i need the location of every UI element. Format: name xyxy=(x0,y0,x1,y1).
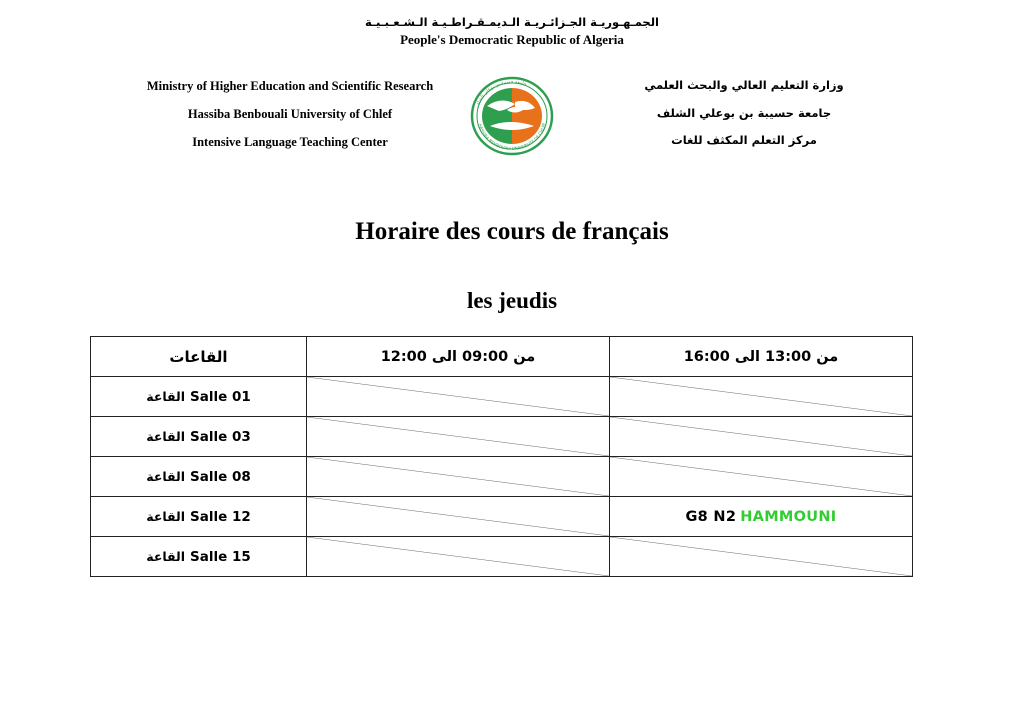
table-row xyxy=(91,497,913,537)
room-label-arabic: القاعة xyxy=(146,429,186,444)
header-center-block xyxy=(0,14,1024,50)
empty-slot-diagonal-icon xyxy=(307,417,609,456)
slot-group-code: G8 N2 xyxy=(685,508,737,525)
empty-slot-diagonal-icon xyxy=(610,377,912,416)
slot-teacher-name: HAMMOUNI xyxy=(740,508,837,525)
slot-cell-afternoon[interactable] xyxy=(610,537,913,577)
table-row xyxy=(91,537,913,577)
room-label-arabic: القاعة xyxy=(146,509,186,524)
slot-cell-morning[interactable] xyxy=(307,497,610,537)
empty-slot-diagonal-icon xyxy=(610,417,912,456)
slot-cell-morning[interactable] xyxy=(307,417,610,457)
svg-text:جامعة حسيبة بن بوعلي الشلف: جامعة حسيبة بن بوعلي الشلف xyxy=(475,79,528,109)
empty-slot-diagonal-icon xyxy=(307,537,609,576)
slot-cell-afternoon[interactable] xyxy=(610,377,913,417)
page-title: Horaire des cours de français xyxy=(355,218,669,245)
header-english-state: People's Democratic Republic of Algeria xyxy=(400,31,624,47)
slot-cell-morning[interactable] xyxy=(307,457,610,497)
room-label-arabic: القاعة xyxy=(146,549,186,564)
slot-cell-morning[interactable] xyxy=(307,537,610,577)
page-subtitle: les jeudis xyxy=(466,288,558,313)
schedule-table xyxy=(90,336,913,577)
room-cell xyxy=(91,497,307,537)
table-row xyxy=(91,417,913,457)
empty-slot-diagonal-icon xyxy=(307,497,609,536)
room-cell xyxy=(91,417,307,457)
empty-slot-diagonal-icon xyxy=(610,537,912,576)
slot-cell-afternoon[interactable] xyxy=(610,457,913,497)
table-row xyxy=(91,457,913,497)
svg-text:HASSIBA BENBOUALI UNIVERSITY O: HASSIBA BENBOUALI UNIVERSITY OF CHLEF xyxy=(477,122,547,152)
university-logo xyxy=(457,76,567,156)
room-label-latin: Salle 12 xyxy=(190,508,251,525)
header-right-line-3: مركز التعلم المكثف للغات xyxy=(671,133,817,148)
empty-slot-diagonal-icon xyxy=(307,457,609,496)
table-row xyxy=(91,377,913,417)
header-left-line-2: Hassiba Benbouali University of Chlef xyxy=(187,107,393,122)
header-right-block xyxy=(574,72,914,155)
header-left-line-1: Ministry of Higher Education and Scientific Research xyxy=(146,79,434,93)
slot-cell-afternoon[interactable] xyxy=(610,497,913,537)
header-left-block xyxy=(110,72,470,156)
room-label-arabic: القاعة xyxy=(146,389,186,404)
header-right-line-2: جامعة حسيبة بن بوعلي الشلف xyxy=(656,105,832,120)
room-label-latin: Salle 03 xyxy=(190,428,251,445)
header-left-line-3: Intensive Language Teaching Center xyxy=(192,135,388,150)
slot-cell-afternoon[interactable] xyxy=(610,417,913,457)
room-label-latin: Salle 15 xyxy=(190,548,251,565)
room-label-latin: Salle 08 xyxy=(190,468,251,485)
column-header-rooms: القاعات xyxy=(91,337,307,377)
header-arabic-state: الجمـهـوريـة الجـزائـريـة الـديمـقـراطـيـة الـشـعـبـيـة xyxy=(365,15,659,29)
schedule-table-wrapper xyxy=(90,336,910,577)
slot-cell-morning[interactable] xyxy=(307,377,610,417)
room-label-arabic: القاعة xyxy=(146,469,186,484)
header-right-line-1: وزارة التعليم العالي والبحث العلمي xyxy=(644,78,844,92)
column-header-afternoon: من 13:00 الى 16:00 xyxy=(610,337,913,377)
document-header xyxy=(0,0,1024,165)
empty-slot-diagonal-icon xyxy=(610,457,912,496)
room-cell xyxy=(91,457,307,497)
room-label-latin: Salle 01 xyxy=(190,388,251,405)
empty-slot-diagonal-icon xyxy=(307,377,609,416)
room-cell xyxy=(91,537,307,577)
room-cell xyxy=(91,377,307,417)
table-header-row xyxy=(91,337,913,377)
column-header-morning: من 09:00 الى 12:00 xyxy=(307,337,610,377)
